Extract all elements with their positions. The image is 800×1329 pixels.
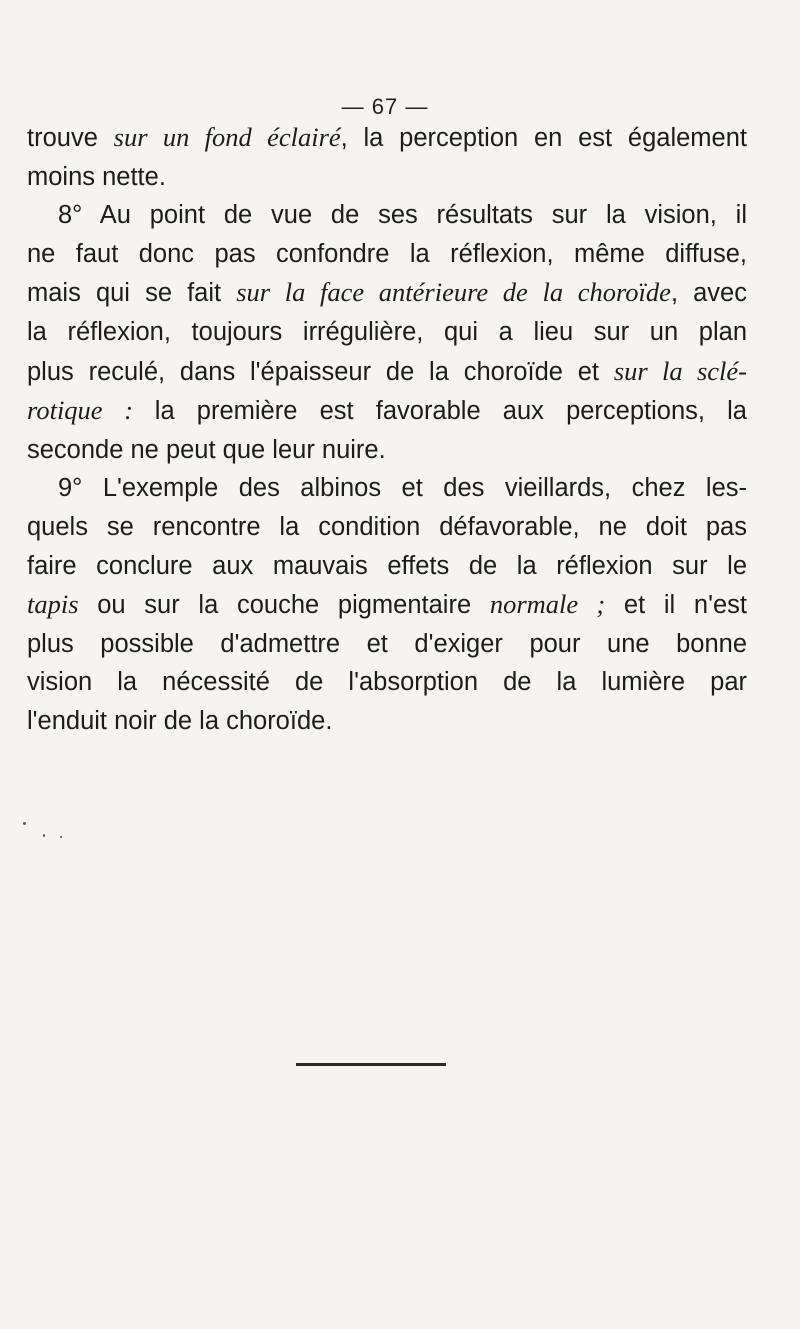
line-text: ne faut donc pas confondre la réflexion, même diffuse,	[27, 239, 747, 268]
line-text: , avec	[670, 279, 747, 308]
line-text: plus reculé, dans l'épaisseur de la choroïde et	[27, 357, 614, 386]
text-line	[27, 663, 747, 702]
line-text: vision la nécessité de l'absorption de la lumière par	[27, 668, 747, 697]
section-divider	[296, 1063, 446, 1066]
text-line	[27, 431, 747, 470]
line-text: trouve	[27, 124, 114, 152]
line-text: mais qui se fait	[27, 279, 237, 308]
text-line	[27, 469, 747, 508]
text-line	[27, 313, 747, 352]
text-line	[27, 158, 747, 197]
line-text: et il n'est	[605, 591, 747, 620]
line-text: la réflexion, toujours irrégulière, qui a lieu sur un plan	[27, 317, 747, 346]
italic-text: sur la sclé-	[613, 355, 747, 386]
text-line	[27, 508, 747, 547]
text-line	[27, 118, 747, 158]
ink-speck	[23, 822, 26, 825]
italic-text: rotique :	[27, 395, 155, 426]
line-text: 8° Au point de vue de ses résultats sur la vision, il	[58, 201, 747, 230]
line-text: quels se rencontre la condition défavorable, ne doit pas	[27, 512, 747, 541]
italic-text: sur un fond éclairé	[113, 122, 341, 152]
text-line	[27, 702, 747, 741]
ink-speck	[43, 834, 45, 837]
italic-text: sur la face antérieure de la choroïde	[236, 277, 671, 308]
line-text: , la perception en est également	[340, 124, 747, 152]
line-text: plus possible d'admettre et d'exiger pour une bonne	[27, 629, 747, 658]
text-line	[27, 625, 747, 664]
text-line	[27, 547, 747, 586]
text-line	[27, 391, 747, 431]
line-text: ou sur la couche pigmentaire	[78, 591, 490, 620]
text-line	[27, 235, 747, 274]
text-line	[27, 352, 747, 392]
italic-text: tapis	[27, 589, 79, 620]
text-line	[27, 273, 747, 313]
line-text: seconde ne peut que leur nuire.	[27, 435, 386, 464]
line-text: 9° L'exemple des albinos et des vieillards, chez les-	[58, 474, 747, 503]
line-text: faire conclure aux mauvais effets de la réflexion sur le	[27, 551, 747, 580]
body-text	[27, 118, 747, 741]
line-text: moins nette.	[27, 162, 166, 191]
page-number: — 67 —	[341, 94, 429, 119]
line-text: l'enduit noir de la choroïde.	[27, 706, 333, 735]
ink-speck	[60, 836, 62, 838]
line-text: la première est favorable aux perceptions, la	[154, 397, 747, 426]
text-line	[27, 585, 747, 625]
italic-text: normale ;	[489, 589, 606, 620]
text-line	[27, 196, 747, 235]
